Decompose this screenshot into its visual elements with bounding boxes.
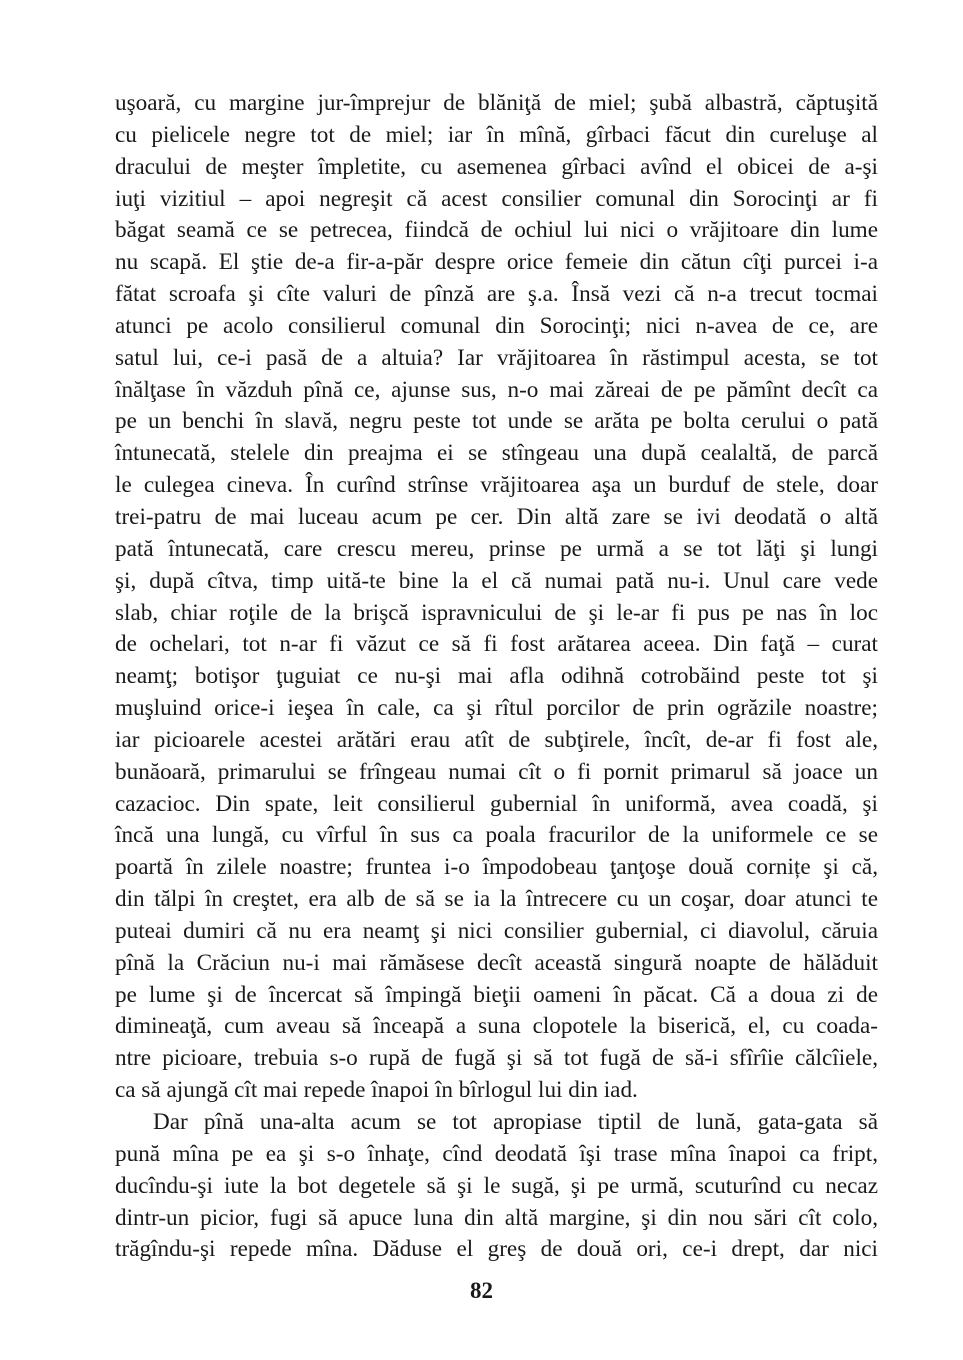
text-line: muşluind orice-i ieşea în cale, ca şi rîtul porcilor de prin ogrăzile noastre; [115,695,878,722]
text-line: iuţi vizitiul – apoi negreşit că acest consilier comunal din Sorocinţi ar fi [115,185,878,212]
text-line: dintr-un picior, fugi să apuce luna din altă margine, şi din nou sări cît colo, [115,1204,878,1231]
text-line: trei-patru de mai luceau acum pe cer. Din altă zare se ivi deodată o altă [115,503,878,530]
text-line: cu pielicele negre tot de miel; iar în mînă, gîrbaci făcut din cureluşe al [115,121,878,148]
text-line: pună mîna pe ea şi s-o înhaţe, cînd deodată îşi trase mîna înapoi ca fript, [115,1140,878,1167]
text-line: fătat scroafa şi cîte valuri de pînză are ş.a. Însă vezi că n-a trecut tocmai [115,281,878,308]
text-line: înălţase în văzduh pînă ce, ajunse sus, n-o mai zăreai de pe pămînt decît ca [115,376,878,403]
text-line: cazacioc. Din spate, leit consilierul gubernial în uniformă, avea coadă, şi [115,790,878,817]
text-line: neamţ; botişor ţuguiat ce nu-şi mai afla odihnă cotrobăind peste tot şi [115,663,878,690]
text-line: le culegea cineva. În curînd strînse vrăjitoarea aşa un burduf de stele, doar [115,472,878,499]
text-line: bunăoară, primarului se frîngeau numai cît o fi pornit primarul să joace un [115,758,878,785]
paragraph-1 [115,88,878,1107]
text-line: slab, chiar roţile de la brişcă ispravnicului de şi le-ar fi pus pe nas în loc [115,599,878,626]
text-line: pată întunecată, care crescu mereu, prinse pe urmă a se tot lăţi şi lungi [115,535,878,562]
text-line: dracului de meşter împletite, cu asemenea gîrbaci avînd el obicei de a-şi [115,153,878,180]
text-line: pe lume şi de încercat să împingă bieţii oameni în păcat. Că a doua zi de [115,981,878,1008]
body-text [115,88,878,1266]
text-line: uşoară, cu margine jur-împrejur de blăniţă de miel; şubă albastră, căptuşită [115,90,878,116]
text-line: şi, după cîtva, timp uită-te bine la el că numai pată nu-i. Unul care vede [115,567,878,594]
text-line: poartă în zilele noastre; fruntea i-o împodobeau ţanţoşe două cornițe şi că, [115,854,878,881]
text-line: pe un benchi în slavă, negru peste tot unde se arăta pe bolta cerului o pată [115,408,878,435]
text-line: băgat seamă ce se petrecea, fiindcă de ochiul lui nici o vrăjitoare din lume [115,217,878,244]
text-line: din tălpi în creştet, era alb de să se ia la întrecere cu un coşar, doar atunci te [115,886,878,913]
page-number: 82 [470,1278,493,1303]
paragraph-2 [115,1107,878,1266]
text-line: ducîndu-şi iute la bot degetele să şi le sugă, şi pe urmă, scuturînd cu necaz [115,1172,878,1199]
text-line: puteai dumiri că nu era neamţ şi nici consilier gubernial, ci diavolul, căruia [115,917,878,944]
text-line: încă una lungă, cu vîrful în sus ca poala fracurilor de la uniformele ce se [115,822,878,849]
text-line: ca să ajungă cît mai repede înapoi în bîrlogul lui din iad. [115,1077,638,1104]
text-line: satul lui, ce-i pasă de a altuia? Iar vrăjitoarea în răstimpul acesta, se tot [115,344,878,371]
text-line: dimineaţă, cum aveau să înceapă a suna clopotele la biserică, el, cu coada- [115,1013,878,1040]
text-line: atunci pe acolo consilierul comunal din Sorocinţi; nici n-avea de ce, are [115,312,878,339]
text-line: ntre picioare, trebuia s-o rupă de fugă şi să tot fugă de să-i sfîrîie călcîiele, [115,1045,878,1072]
text-line: de ochelari, tot n-ar fi văzut ce să fi fost arătarea aceea. Din faţă – curat [115,631,878,658]
text-line: pînă la Crăciun nu-i mai rămăsese decît această singură noapte de hălăduit [115,949,878,976]
text-line: Dar pînă una-alta acum se tot apropiase tiptil de lună, gata-gata să [153,1109,878,1135]
text-line: iar picioarele acestei arătări erau atît de subţirele, încît, de-ar fi fost ale, [115,726,878,753]
text-line: nu scapă. El ştie de-a fir-a-păr despre orice femeie din cătun cîţi purcei i-a [115,249,878,276]
text-line: întunecată, stelele din preajma ei se stîngeau una după cealaltă, de parcă [115,440,878,467]
text-line: trăgîndu-şi repede mîna. Dăduse el greş de două ori, ce-i drept, dar nici [115,1236,878,1263]
